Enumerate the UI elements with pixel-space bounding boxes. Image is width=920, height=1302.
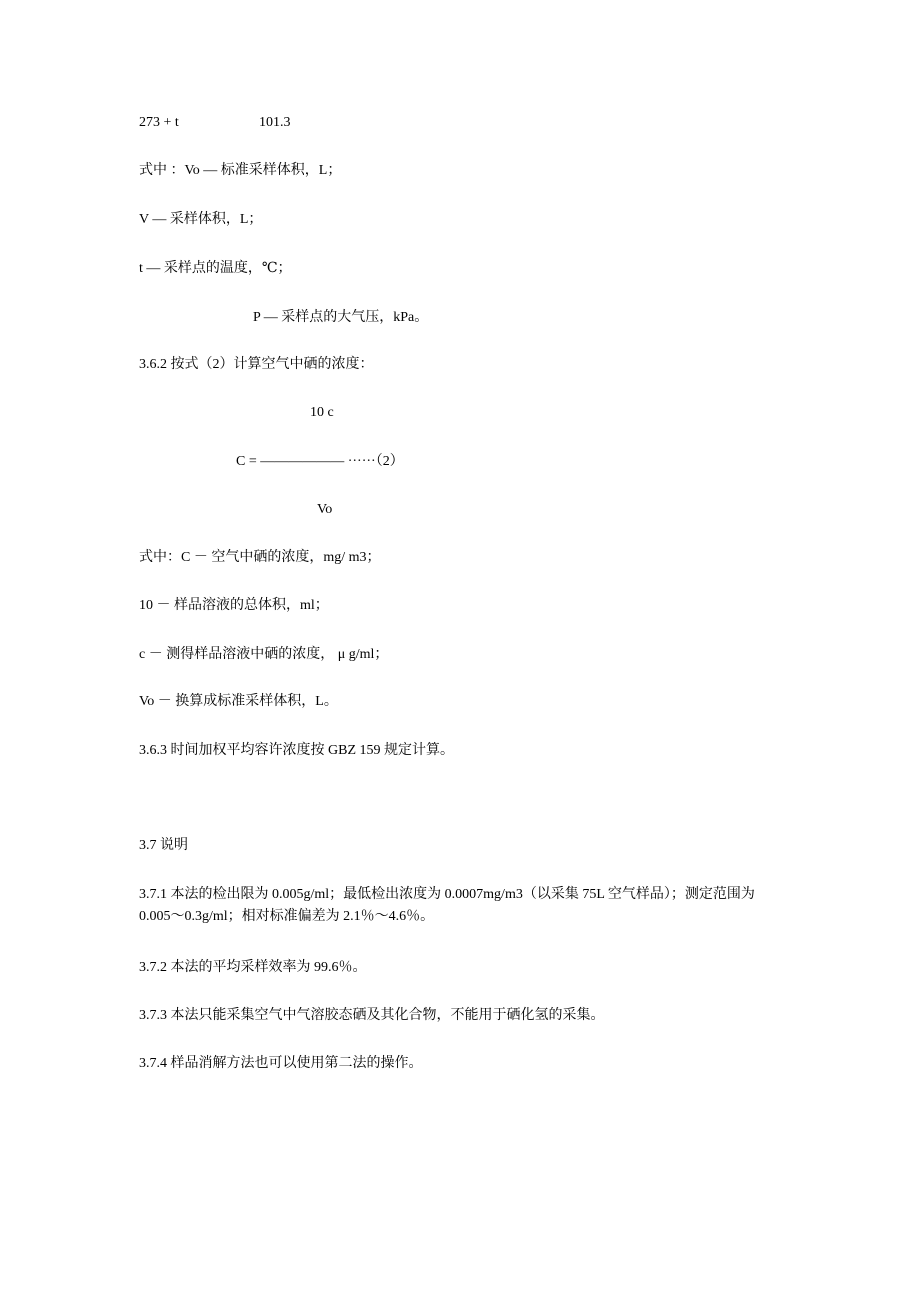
section-3-6-2: 3.6.2 按式（2）计算空气中硒的浓度： <box>139 357 374 372</box>
section-3-7-1: 3.7.1 本法的检出限为 0.005g/ml；最低检出浓度为 0.0007mg/m3（以采集 75L 空气样品）；测定范围为 0.005～0.3g/ml；相对标准偏差为 2.1％～4.6％。 <box>139 887 755 924</box>
formula2-numerator: 10 c <box>310 405 334 420</box>
formula2-legend-intro: 式中：C － 空气中硒的浓度，mg/ m3； <box>139 550 381 565</box>
formula1-denominator-right: 101.3 <box>259 115 291 130</box>
formula2-equation: C = —————— ······（2） <box>236 454 404 469</box>
section-3-7-3: 3.7.3 本法只能采集空气中气溶胶态硒及其化合物，不能用于硒化氢的采集。 <box>139 1008 605 1023</box>
formula1-legend-t: t — 采样点的温度，℃； <box>139 261 292 276</box>
formula2-legend-ten: 10 － 样品溶液的总体积，ml； <box>139 598 329 613</box>
formula2-legend-vo: Vo － 换算成标准采样体积，L。 <box>139 694 338 709</box>
formula2-denominator: Vo <box>317 502 333 517</box>
formula1-legend-v: V — 采样体积，L； <box>139 212 263 227</box>
formula1-legend-intro: 式中 ：Vo — 标准采样体积，L； <box>139 163 342 178</box>
formula1-legend-p: P — 采样点的大气压，kPa。 <box>253 310 429 325</box>
formula2-legend-c: c － 测得样品溶液中硒的浓度， μ g/ml； <box>139 647 389 662</box>
section-3-7-2: 3.7.2 本法的平均采样效率为 99.6％。 <box>139 960 367 975</box>
formula1-denominator-left: 273 + t <box>139 115 179 130</box>
section-3-7-4: 3.7.4 样品消解方法也可以使用第二法的操作。 <box>139 1056 423 1071</box>
section-3-7-heading: 3.7 说明 <box>139 838 188 853</box>
section-3-6-3: 3.6.3 时间加权平均容许浓度按 GBZ 159 规定计算。 <box>139 743 454 758</box>
